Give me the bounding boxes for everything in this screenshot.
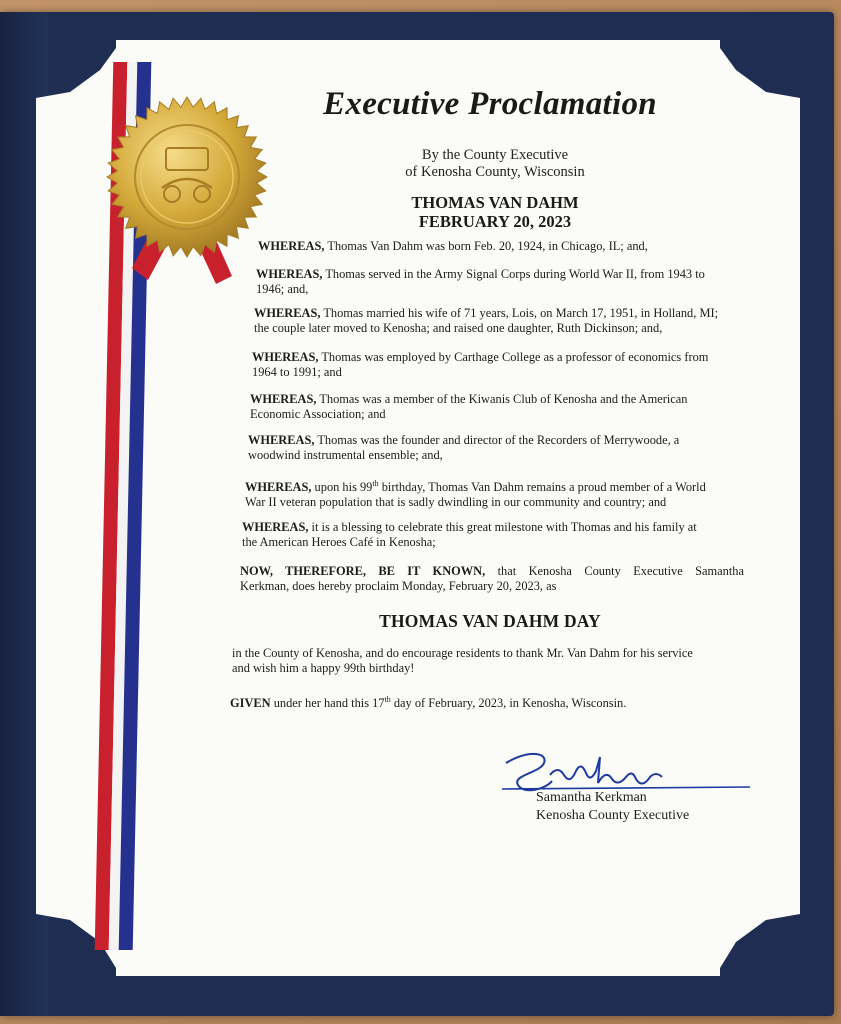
clause-4: [252, 350, 752, 380]
clause-7: [245, 476, 745, 510]
clause-keyword: WHEREAS,: [254, 306, 321, 320]
honoree-date: FEBRUARY 20, 2023: [418, 212, 572, 231]
clause-text: Thomas was a member of the Kiwanis Club of Kenosha and the American: [316, 392, 688, 406]
clause-1: [258, 239, 758, 254]
proclamation-body: [232, 646, 732, 676]
clause-text-line-2: War II veteran population that is sadly dwindling in our community and country; and: [245, 495, 667, 510]
honoree-block: [330, 193, 660, 231]
given-text: under her hand this 17: [270, 696, 385, 711]
proclaimed-day-title: THOMAS VAN DAHM DAY: [379, 611, 601, 631]
clause-keyword: WHEREAS,: [248, 433, 315, 447]
given-statement: [230, 692, 730, 711]
signatory-office: Kenosha County Executive: [536, 808, 690, 823]
clause-text-line-2: Kerkman, does hereby proclaim Monday, February 20, 2023, as: [240, 579, 557, 593]
clause-text: that Kenosha County Executive Samantha: [485, 564, 744, 578]
clause-text-line-2: the couple later moved to Kenosha; and raised one daughter, Ruth Dickinson; and,: [254, 321, 663, 335]
clause-text: Thomas married his wife of 71 years, Lois, on March 17, 1951, in Holland, MI;: [320, 306, 719, 320]
given-keyword: GIVEN: [230, 696, 271, 711]
clause-keyword: WHEREAS,: [256, 267, 323, 281]
clause-text-line-2: 1946; and,: [256, 282, 309, 296]
clause-text: upon his 99: [311, 480, 373, 495]
clause-keyword: WHEREAS,: [245, 480, 312, 495]
clause-text: Thomas served in the Army Signal Corps during World War II, from 1943 to: [322, 267, 705, 281]
clause-text: Thomas was the founder and director of the Recorders of Merrywoode, a: [314, 433, 680, 447]
clause-text-line-2: 1964 to 1991; and: [252, 365, 342, 379]
clause-keyword: WHEREAS,: [258, 239, 325, 253]
clause-5: [250, 392, 750, 422]
clause-6: [248, 433, 748, 463]
clause-now-therefore: [240, 564, 744, 594]
given-text: day of February, 2023, in Kenosha, Wisconsin.: [390, 696, 627, 711]
clause-8: [242, 520, 742, 550]
signatory-name: Samantha Kerkman: [536, 790, 647, 805]
byline: [330, 147, 660, 181]
clause-keyword: WHEREAS,: [252, 350, 319, 364]
clause-keyword: WHEREAS,: [242, 520, 309, 534]
document-title: Executive Proclamation: [323, 86, 657, 122]
clause-text-line-2: the American Heroes Café in Kenosha;: [242, 535, 436, 549]
ordinal-suffix: th: [384, 695, 391, 704]
clause-text: birthday, Thomas Van Dahm remains a proud member of a World: [378, 480, 706, 495]
clause-keyword: WHEREAS,: [250, 392, 317, 406]
byline-line-2: of Kenosha County, Wisconsin: [405, 164, 585, 180]
clause-text: it is a blessing to celebrate this great milestone with Thomas and his family at: [308, 520, 697, 534]
clause-text-line-2: Economic Association; and: [250, 407, 386, 421]
clause-2: [256, 267, 756, 297]
proclamation-line-1: in the County of Kenosha, and do encourage residents to thank Mr. Van Dahm for his service: [232, 646, 693, 660]
signatory-block: [536, 789, 689, 825]
ordinal-suffix: th: [372, 479, 379, 488]
clause-keyword: NOW, THEREFORE, BE IT KNOWN,: [240, 564, 486, 578]
clause-text-line-2: woodwind instrumental ensemble; and,: [248, 448, 443, 462]
byline-line-1: By the County Executive: [421, 147, 569, 163]
honoree-name: THOMAS VAN DAHM: [411, 193, 579, 212]
clause-text: Thomas was employed by Carthage College as a professor of economics from: [318, 350, 709, 364]
clause-text: Thomas Van Dahm was born Feb. 20, 1924, in Chicago, IL; and,: [324, 239, 648, 253]
proclamation-line-2: and wish him a happy 99th birthday!: [232, 661, 415, 675]
clause-3: [254, 306, 754, 336]
